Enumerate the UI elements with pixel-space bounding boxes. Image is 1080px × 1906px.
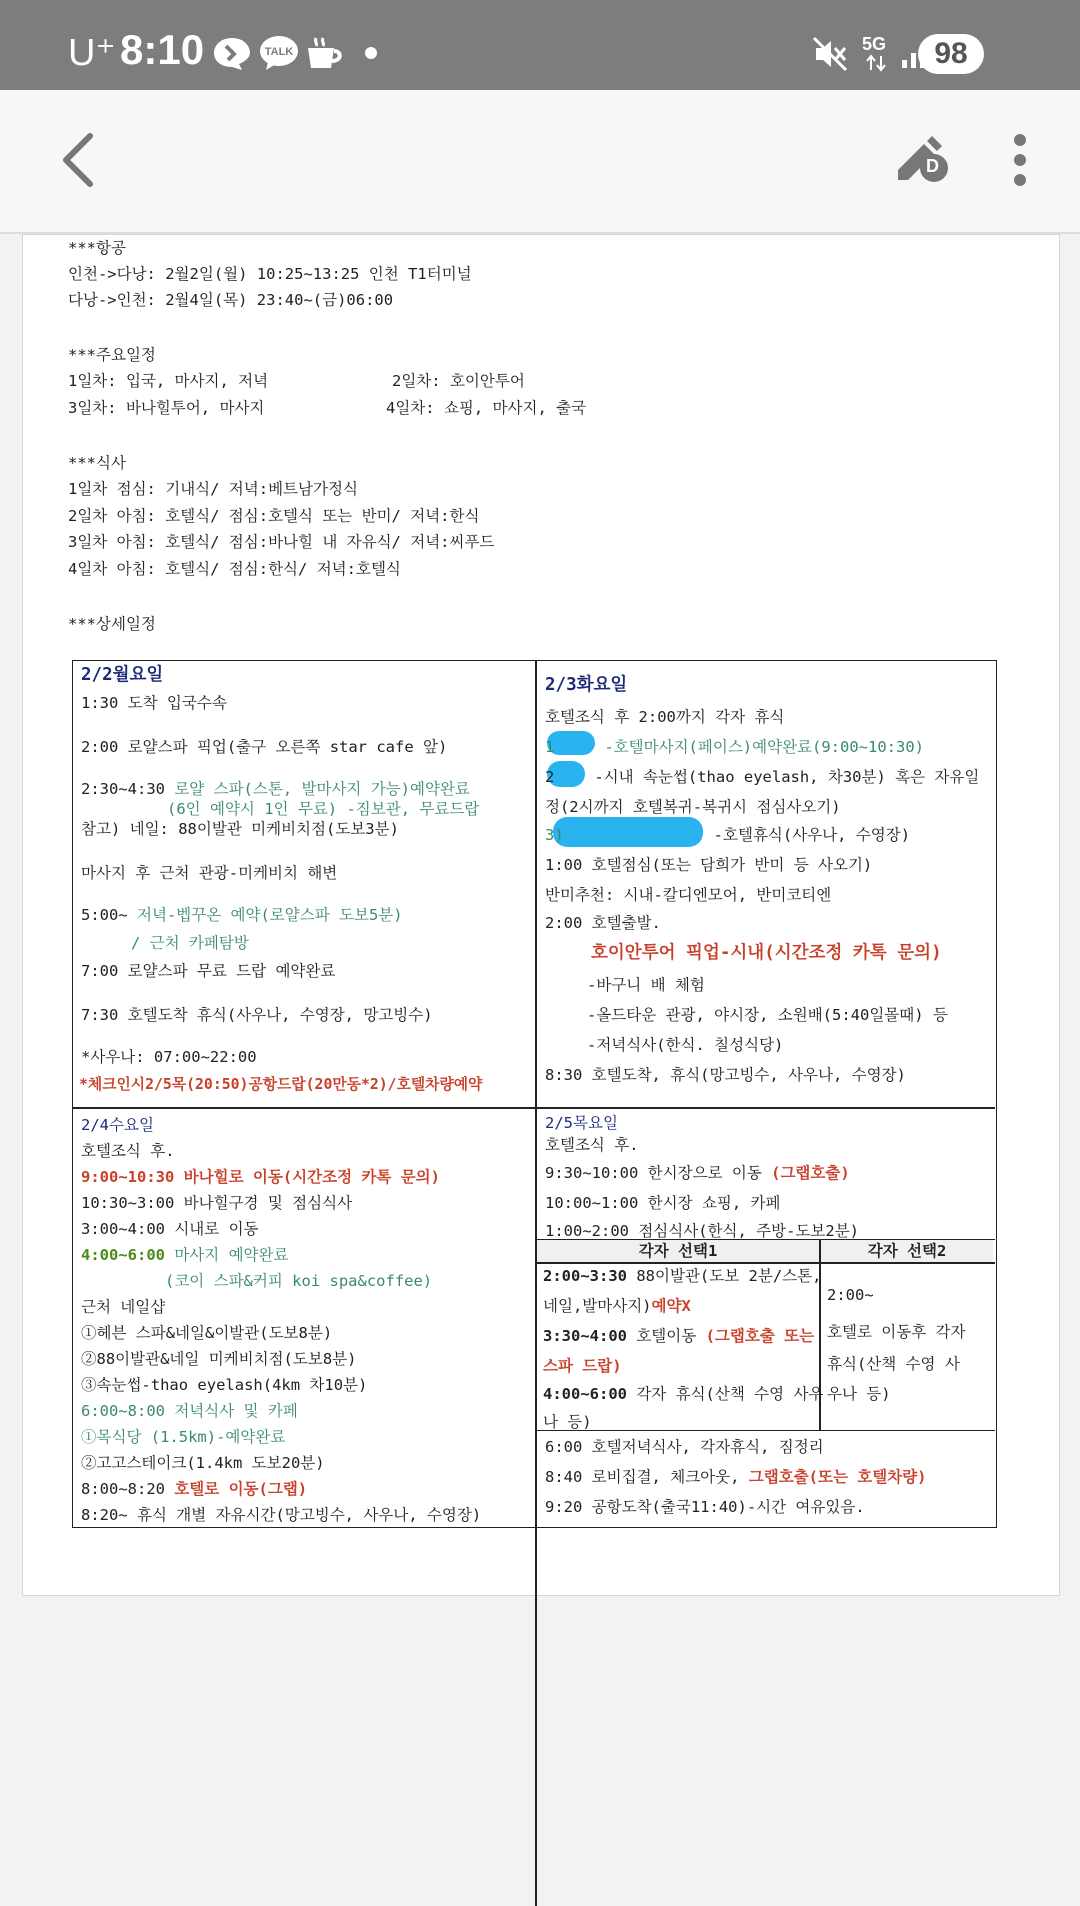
monday-line: 7:30 호텔도착 휴식(사우나, 수영장, 망고빙수) [81, 1006, 433, 1024]
wednesday-line: 근처 네일샵 [81, 1298, 166, 1316]
tuesday-line: 반미추천: 시내-칼디엔모어, 반미코티엔 [545, 886, 832, 904]
thursday-line: 9:20 공항도착(출국11:40)-시간 여유있음. [545, 1498, 865, 1516]
wednesday-line: ①목식당 (1.5km)-예약완료 [81, 1428, 286, 1446]
flight-outbound: 인천->다낭: 2월2일(월) 10:25~13:25 인천 T1터미널 [68, 265, 472, 283]
tuesday-line [545, 735, 924, 757]
monday-line: / 근처 카페탐방 [131, 934, 249, 952]
choice-subtable [537, 1239, 995, 1431]
cell-tuesday [537, 661, 995, 1107]
dot-icon [364, 46, 378, 60]
thursday-line: 10:00~1:00 한시장 쇼핑, 카페 [545, 1194, 781, 1212]
massage-booking: 마사지 예약완료 [174, 1246, 289, 1264]
wednesday-line: 호텔조식 후. [81, 1142, 175, 1160]
hotel-massage-booking: -호텔마사지(페이스)예약완료(9:00~10:30) [604, 738, 924, 756]
battery-level: 98 [918, 34, 984, 74]
choice1-line: 스파 드랍) [543, 1357, 622, 1375]
app-bar [0, 90, 1080, 234]
grab-transfer: 호텔로 이동(그랩) [174, 1480, 308, 1498]
time-label: 9:30~10:00 한시장으로 이동 [545, 1164, 772, 1182]
grab-call: 그랩호출(또는 호텔차량) [748, 1468, 927, 1486]
grab-call: (그랩호출) [771, 1164, 850, 1182]
clock-time: 8:10 [120, 26, 205, 73]
cell-wednesday [73, 1109, 535, 1529]
hotel-rest-option: -호텔휴식(사우나, 수영장) [713, 826, 911, 844]
mute-icon [812, 36, 848, 72]
time-label: 3:30~4:00 [543, 1327, 627, 1345]
monday-line [81, 903, 403, 925]
no-booking: 예약X [651, 1297, 691, 1315]
choice2-line: 휴식(산책 수영 사 [827, 1355, 960, 1373]
hoian-tour-pickup: 호이안투어 픽업-시내(시간조정 카톡 문의) [591, 943, 942, 963]
monday-line [81, 777, 470, 799]
tuesday-line: -올드타운 관광, 야시장, 소원배(5:40일몰때) 등 [587, 1006, 948, 1024]
choice1-line: 나 등) [543, 1413, 592, 1431]
choice1-header: 각자 선택1 [537, 1240, 819, 1262]
tuesday-line [545, 765, 979, 787]
tuesday-line: 정(2시까지 호텔복귀-복귀시 점심사오기) [545, 798, 841, 816]
status-bar [0, 0, 1080, 90]
meal-day2: 2일차 아침: 호텔식/ 점심:호텔식 또는 반미/ 저녁:한식 [68, 507, 480, 525]
grab-call: (그랩호출 또는 [705, 1327, 815, 1345]
wednesday-line: ②88이발관&네일 미케비치점(도보8분) [81, 1350, 357, 1368]
more-vert-icon[interactable] [1010, 132, 1030, 188]
item-number: 1 [545, 738, 555, 756]
flight-return: 다낭->인천: 2월4일(목) 23:40~(금)06:00 [68, 291, 394, 309]
tuesday-line: 호텔조식 후 2:00까지 각자 휴식 [545, 708, 785, 726]
data-arrows-icon [866, 54, 886, 72]
meal-day3: 3일차 아침: 호텔식/ 점심:바나힐 내 자유식/ 저녁:씨푸드 [68, 533, 495, 551]
wednesday-line [81, 1477, 307, 1499]
thursday-title: 2/5목요일 [545, 1114, 618, 1132]
wednesday-line: ③속눈썹-thao eyelash(4km 차10분) [81, 1376, 368, 1394]
tuesday-line: 8:30 호텔도착, 휴식(망고빙수, 사우나, 수영장) [545, 1066, 906, 1084]
meal-day4: 4일차 아침: 호텔식/ 점심:한식/ 저녁:호텔식 [68, 560, 401, 578]
monday-line: *체크인시2/5목(20:50)공항드랍(20만동*2)/호텔차량예약 [79, 1076, 483, 1093]
choice2-line: 2:00~ [827, 1286, 874, 1304]
time-label: 4:00~6:00 [543, 1385, 627, 1403]
time-label: 5:00~ [81, 906, 137, 924]
thursday-line: 호텔조식 후. [545, 1136, 639, 1154]
choice1-text: 호텔이동 [627, 1327, 706, 1345]
wednesday-line [81, 1243, 288, 1265]
edit-badge-letter: D [926, 156, 939, 176]
wednesday-line: 8:20~ 휴식 개별 자유시간(망고빙수, 사우나, 수영장) [81, 1506, 482, 1524]
monday-line: 7:00 로얄스파 무료 드랍 예약완료 [81, 962, 336, 980]
tuesday-line: -저녁식사(한식. 칠성식당) [587, 1036, 784, 1054]
spa-booking: 로얄 스파(스톤, 발마사지 가능)예약완료 [174, 780, 470, 798]
tuesday-line: 2:00 호텔출발. [545, 914, 661, 932]
day2-summary: 2일차: 호이안투어 [392, 372, 525, 390]
time-label: 8:00~8:20 [81, 1480, 175, 1498]
thursday-line: 6:00 호텔저녁식사, 각자휴식, 짐정리 [545, 1438, 824, 1456]
back-arrow-icon[interactable] [58, 132, 98, 188]
tuesday-line [545, 823, 910, 845]
network-type: 5G [862, 34, 887, 54]
svg-text:TALK: TALK [264, 46, 294, 58]
cell-monday [73, 661, 535, 1107]
coffee-icon [304, 34, 344, 74]
monday-title: 2/2월요일 [81, 665, 164, 685]
wednesday-line: ②고고스테이크(1.4km 도보20분) [81, 1454, 325, 1472]
carrier-label: U⁺ [68, 32, 116, 74]
choice2-line: 호텔로 이동후 각자 [827, 1323, 966, 1341]
meal-day1: 1일차 점심: 기내식/ 저녁:베트남가정식 [68, 480, 358, 498]
eyelash-option: -시내 속눈썹(thao eyelash, 차30분) 혹은 자유일 [594, 768, 980, 786]
dinner-booking: 저녁-벱꾸온 예약(로얄스파 도보5분) [137, 906, 403, 924]
choice2-header: 각자 선택2 [821, 1240, 993, 1262]
day3-summary: 3일차: 바나힐투어, 마사지 [68, 399, 265, 417]
wednesday-line: ①헤븐 스파&네일&이발관(도보8분) [81, 1324, 333, 1342]
thursday-line [545, 1465, 927, 1487]
day1-summary: 1일차: 입국, 마사지, 저녁 [68, 372, 269, 390]
time-label: 2:00~3:30 [543, 1267, 627, 1285]
banahill-transfer: 9:00~10:30 바나힐로 이동(시간조정 카톡 문의) [81, 1168, 440, 1186]
flight-header: ***항공 [68, 239, 126, 257]
choice2-line: 우나 등) [827, 1385, 891, 1403]
item-number: 3) [545, 826, 564, 844]
kakaotalk-icon [258, 34, 300, 72]
monday-line: 마사지 후 근처 관광-미케비치 해변 [81, 864, 338, 882]
detail-schedule-table [72, 660, 997, 1528]
main-schedule-header: ***주요일정 [68, 346, 156, 364]
monday-line: 1:30 도착 입국수속 [81, 694, 227, 712]
meal-header: ***식사 [68, 454, 126, 472]
choice1-line [543, 1264, 821, 1286]
time-label: 2:30~4:30 [81, 780, 175, 798]
tuesday-line: 1:00 호텔점심(또는 담희가 반미 등 사오기) [545, 856, 873, 874]
day4-summary: 4일차: 쇼핑, 마사지, 출국 [386, 399, 587, 417]
detail-header: ***상세일정 [68, 615, 156, 633]
edit-doc-icon [894, 130, 950, 186]
thursday-line: 1:00~2:00 점심식사(한식, 주방-도보2분) [545, 1222, 860, 1240]
choice1-line [543, 1294, 691, 1316]
thursday-line [545, 1161, 850, 1183]
choice1-text: 각자 휴식(산책 수영 사우 [627, 1385, 824, 1403]
monday-line: 참고) 네일: 88이발관 미케비치점(도보3분) [81, 820, 399, 838]
tuesday-line: -바구니 배 체험 [587, 976, 705, 994]
choice1-text: 네일,발마사지) [543, 1297, 652, 1315]
cell-thursday [537, 1109, 995, 1529]
wednesday-line: 6:00~8:00 저녁식사 및 카페 [81, 1402, 298, 1420]
tuesday-title: 2/3화요일 [545, 675, 628, 695]
edit-doc-button[interactable] [894, 130, 950, 186]
choice1-line [543, 1382, 823, 1404]
wednesday-line: 10:30~3:00 바나힐구경 및 점심식사 [81, 1194, 353, 1212]
wednesday-line: 3:00~4:00 시내로 이동 [81, 1220, 259, 1238]
wednesday-title: 2/4수요일 [81, 1116, 154, 1134]
wednesday-line: (코이 스파&커피 koi spa&coffee) [165, 1272, 433, 1290]
chat-bubble-icon [212, 36, 252, 72]
item-number: 2 [545, 768, 555, 786]
choice1-line [543, 1324, 814, 1346]
monday-line: (6인 예약시 1인 무료) -짐보관, 무료드랍 [167, 800, 480, 818]
time-label: 4:00~6:00 [81, 1246, 175, 1264]
monday-line: *사우나: 07:00~22:00 [81, 1048, 257, 1066]
checkout-text: 8:40 로비집결, 체크아웃, [545, 1468, 749, 1486]
choice1-text: 88이발관(도보 2분/스톤, [627, 1267, 822, 1285]
monday-line: 2:00 로얄스파 픽업(출구 오른쪽 star cafe 앞) [81, 738, 448, 756]
